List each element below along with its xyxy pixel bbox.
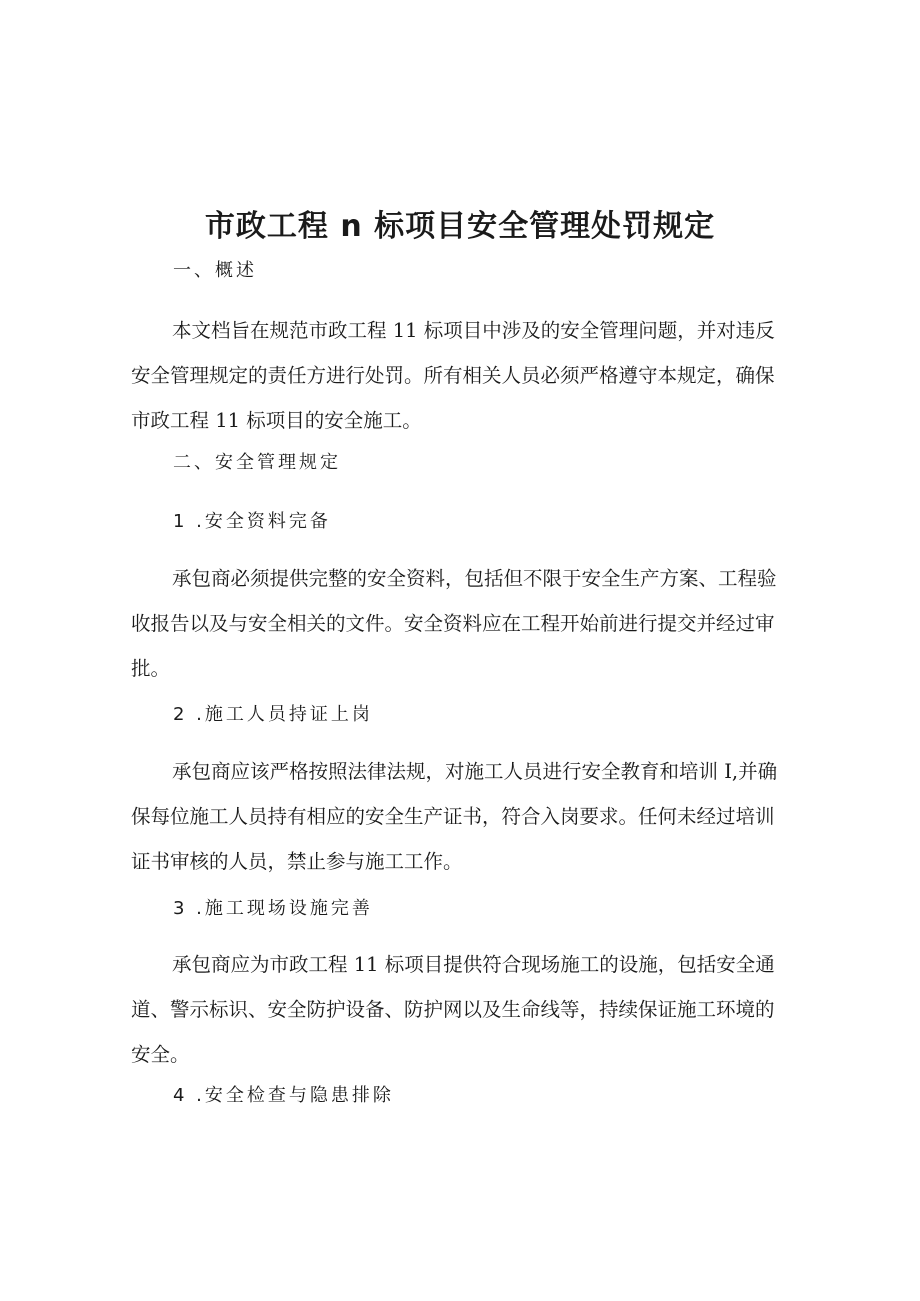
paragraph-certified-workers: 承包商应该严格按照法律法规，对施工人员进行安全教育和培训 I,并确保每位施工人员持有相应的安全生产证书，符合入岗要求。任何未经过培训证书审核的人员，禁止参与施工工作。 — [131, 760, 778, 873]
subheading-certified-workers: 2 .施工人员持证上岗 — [173, 704, 373, 725]
subheading-site-facilities: 3 .施工现场设施完善 — [173, 898, 373, 919]
paragraph-safety-documents: 承包商必须提供完整的安全资料，包括但不限于安全生产方案、工程验收报告以及与安全相关的文件。安全资料应在工程开始前进行提交并经过审批。 — [131, 567, 777, 680]
document-title: 市政工程 n 标项目安全管理处罚规定 — [204, 209, 716, 244]
paragraph-site-facilities: 承包商应为市政工程 11 标项目提供符合现场施工的设施，包括安全通道、警示标识、安全防护设备、防护网以及生命线等，持续保证施工环境的安全。 — [131, 953, 775, 1066]
section-heading-safety-rules: 二、安全管理规定 — [173, 452, 341, 473]
section-heading-overview: 一、概述 — [173, 260, 257, 281]
paragraph-overview: 本文档旨在规范市政工程 11 标项目中涉及的安全管理问题，并对违反安全管理规定的责任方进行处罚。所有相关人员必须严格遵守本规定，确保市政工程 11 标项目的安全施工。 — [131, 319, 775, 432]
subheading-safety-documents: 1 .安全资料完备 — [173, 511, 331, 532]
subheading-safety-inspection: 4 .安全检查与隐患排除 — [173, 1085, 394, 1106]
